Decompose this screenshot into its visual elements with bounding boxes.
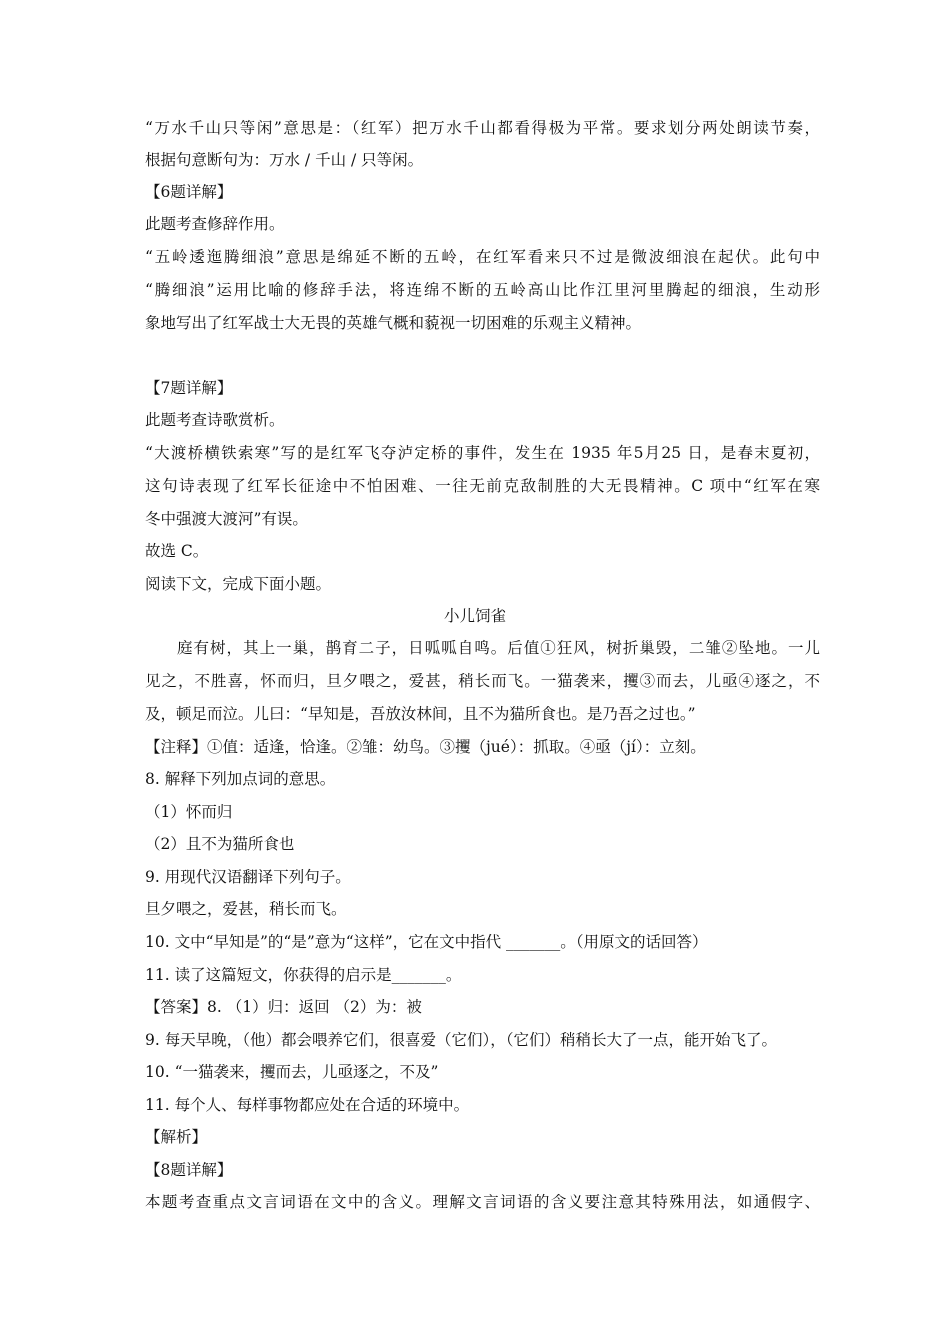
question-line: （2）且不为猫所食也 [145,835,295,853]
text-line: 象地写出了红军战士大无畏的英雄气概和藐视一切困难的乐观主义精神。 [145,314,642,332]
question-line: 11. 读了这篇短文，你获得的启示是_______。 [145,966,462,984]
question-line: 10. 文中“早知是”的“是”意为“这样”，它在文中指代 _______。（用原文的话回答） [145,933,708,951]
section-heading: 【8题详解】 [145,1161,233,1179]
passage-title: 小儿饲雀 [443,607,506,625]
text-line: 冬中强渡大渡河”有误。 [145,510,308,528]
question-line: 旦夕喂之，爱甚，稍长而飞。 [145,900,347,918]
text-line: 根据句意断句为：万水 / 千山 / 只等闲。 [145,151,424,169]
text-line: 故选 C。 [145,542,209,560]
text-line: “腾细浪”运用比喻的修辞手法，将连绵不断的五岭高山比作江里河里腾起的细浪，生动形 [145,281,820,299]
text-line: 本题考查重点文言词语在文中的含义。理解文言词语的含义要注意其特殊用法，如通假字、 [145,1193,820,1211]
section-heading: 【7题详解】 [145,379,233,397]
passage-line: 见之，不胜喜，怀而归，旦夕喂之，爱甚，稍长而飞。一猫袭来，攫③而去，儿亟④逐之，不 [145,672,820,690]
text-line: “万水千山只等闲”意思是：（红军）把万水千山都看得极为平常。要求划分两处朗读节奏， [145,119,820,137]
text-line: 此题考查修辞作用。 [145,215,285,233]
passage-line: 及，顿足而泣。儿曰：“早知是，吾放汝林间，且不为猫所食也。是乃吾之过也。” [145,705,696,723]
answer-line: 【答案】8. （1）归：返回 （2）为：被 [145,998,422,1016]
question-line: 8. 解释下列加点词的意思。 [145,770,336,788]
passage-line: 庭有树，其上一巢，鹊育二子，日呱呱自鸣。后值①狂风，树折巢毁，二雏②坠地。一儿 [177,639,820,657]
text-line: “大渡桥横铁索寒”写的是红军飞夺泸定桥的事件，发生在 1935 年5月25 日，是春末夏初， [145,444,820,462]
text-line: 此题考查诗歌赏析。 [145,411,285,429]
answer-line: 10. “一猫袭来，攫而去，儿亟逐之，不及” [145,1063,439,1081]
text-line: 阅读下文，完成下面小题。 [145,575,332,593]
text-line: “五岭逶迤腾细浪”意思是绵延不断的五岭，在红军看来只不过是微波细浪在起伏。此句中 [145,248,820,266]
question-line: （1）怀而归 [145,803,233,821]
text-line: 这句诗表现了红军长征途中不怕困难、一往无前克敌制胜的大无畏精神。C 项中“红军在寒 [145,477,820,495]
section-heading: 【解析】 [145,1128,208,1146]
answer-line: 11. 每个人、每样事物都应处在合适的环境中。 [145,1096,470,1114]
section-heading: 【6题详解】 [145,183,233,201]
answer-line: 9. 每天早晚，（他）都会喂养它们，很喜爱（它们），（它们）稍稍长大了一点，能开始飞了。 [145,1031,777,1049]
question-line: 9. 用现代汉语翻译下列句子。 [145,868,351,886]
annotation-line: 【注释】①值：适逢，恰逢。②雏：幼鸟。③攫（jué）：抓取。④亟（jí）：立刻。 [145,738,706,756]
